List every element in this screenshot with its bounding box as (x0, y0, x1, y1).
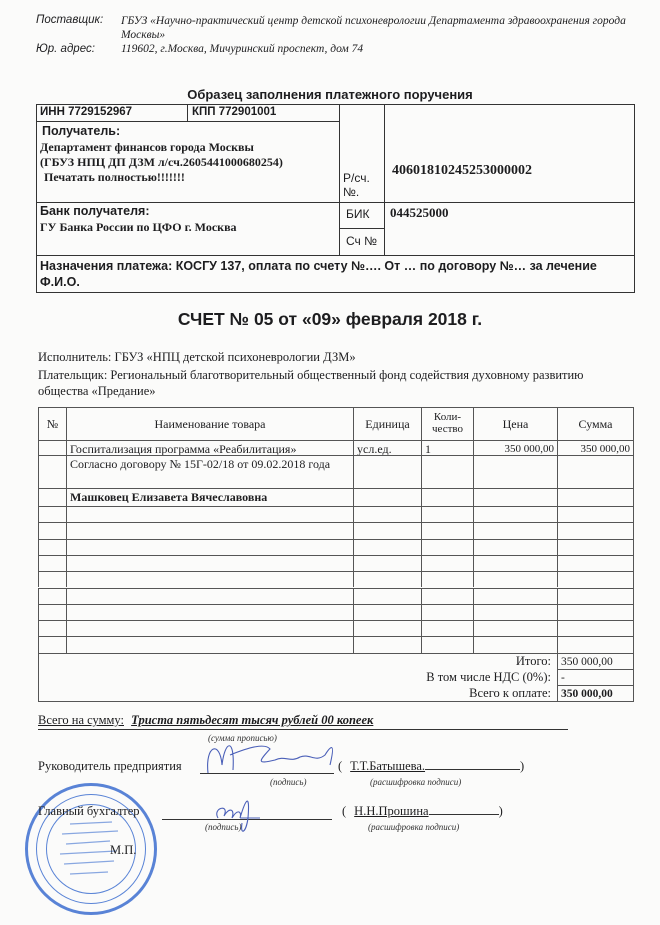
director-decode-hint: (расшифровка подписи) (370, 777, 462, 787)
recipient-line1: Департамент финансов города Москвы (40, 140, 254, 154)
empty-table-cell (38, 620, 66, 636)
recipient-line2: (ГБУЗ НПЦ ДП ДЗМ л/сч.2605441000680254) (40, 155, 283, 169)
payer: Плательщик: Региональный благотворительный общественный фонд содействия духовному развитию общества «Предание» (38, 368, 584, 398)
sum-hint: (сумма прописью) (208, 733, 277, 743)
table-cell-name: Машковец Елизавета Вячеславовна (66, 488, 353, 506)
empty-table-cell (66, 620, 353, 636)
supplier-value: ГБУЗ «Научно-практический центр детской психоневрологии Департамента здравоохранения города Москвы» (121, 15, 626, 41)
table-cell-price: 350 000,00 (473, 440, 557, 455)
corr-account-label: Сч № (346, 234, 377, 248)
table-cell-unit (353, 488, 421, 506)
empty-table-cell (421, 604, 473, 620)
empty-table-cell (557, 555, 633, 571)
empty-table-cell (38, 588, 66, 604)
table-cell-sum (557, 455, 633, 488)
accountant-sign-hint: (подпись) (205, 822, 242, 832)
empty-table-cell (38, 539, 66, 555)
recipient-label: Получатель: (42, 124, 121, 138)
bik-value: 044525000 (390, 205, 449, 220)
table-cell-price (473, 455, 557, 488)
empty-table-cell (557, 604, 633, 620)
empty-table-cell (473, 620, 557, 636)
invoice-title: СЧЕТ № 05 от «09» февраля 2018 г. (177, 309, 483, 329)
items-table (38, 407, 634, 702)
header-price: Цена (473, 407, 557, 440)
total-label: Всего к оплате: (469, 686, 551, 700)
address-label: Юр. адрес: (36, 43, 95, 55)
empty-table-cell (66, 636, 353, 652)
empty-table-cell (421, 636, 473, 652)
sum-label: Всего на сумму: (38, 713, 124, 727)
empty-table-cell (557, 522, 633, 538)
total-value: - (557, 669, 633, 685)
empty-table-cell (38, 506, 66, 522)
bank-label: Банк получателя: (40, 204, 150, 218)
empty-table-cell (421, 506, 473, 522)
empty-table-cell (421, 522, 473, 538)
bank-name: ГУ Банка России по ЦФО г. Москва (40, 220, 237, 234)
empty-table-cell (473, 571, 557, 587)
bik-label: БИК (346, 207, 370, 221)
empty-table-cell (353, 539, 421, 555)
stamp-place-label: М.П. (110, 843, 137, 857)
director-label: Руководитель предприятия (38, 759, 182, 773)
table-cell-sum (557, 488, 633, 506)
empty-table-cell (66, 522, 353, 538)
table-cell-name: Согласно договору № 15Г-02/18 от 09.02.2018 года (66, 455, 353, 488)
empty-table-cell (353, 506, 421, 522)
empty-table-cell (473, 539, 557, 555)
header-unit: Единица (353, 407, 421, 440)
empty-table-cell (353, 522, 421, 538)
empty-table-cell (38, 604, 66, 620)
inn: ИНН 7729152967 (40, 106, 133, 118)
recipient-line3: Печатать полностью!!!!!!! (44, 170, 185, 184)
empty-table-cell (66, 604, 353, 620)
empty-table-cell (421, 539, 473, 555)
empty-table-cell (66, 555, 353, 571)
empty-table-cell (353, 620, 421, 636)
empty-table-cell (38, 636, 66, 652)
empty-table-cell (473, 588, 557, 604)
total-label: В том числе НДС (0%): (426, 670, 551, 684)
empty-table-cell (557, 571, 633, 587)
header-number: № (38, 407, 66, 440)
table-cell-sum: 350 000,00 (557, 440, 633, 455)
account-number: 40601810245253000002 (392, 163, 532, 178)
payment-purpose: Назначения платежа: КОСГУ 137, оплата по счету №…. От … по договору №… за лечение Ф.И.О. (40, 259, 597, 289)
payment-sample-title: Образец заполнения платежного поручения (187, 87, 473, 102)
table-cell-number (38, 455, 66, 488)
sum-line (38, 713, 568, 730)
empty-table-cell (66, 588, 353, 604)
director-name-field: ( Т.Т.Батышева. ) (338, 759, 525, 773)
empty-table-cell (473, 506, 557, 522)
empty-table-cell (353, 588, 421, 604)
empty-table-cell (557, 506, 633, 522)
kpp: КПП 772901001 (192, 106, 277, 118)
supplier-label: Поставщик: (36, 14, 104, 26)
table-cell-unit (353, 455, 421, 488)
empty-table-cell (353, 604, 421, 620)
accountant-label: Главный бухгалтер (38, 804, 140, 818)
table-cell-unit: усл.ед. (353, 440, 421, 455)
empty-table-cell (473, 636, 557, 652)
total-label: Итого: (515, 654, 551, 668)
empty-table-cell (557, 539, 633, 555)
empty-table-cell (557, 636, 633, 652)
empty-table-cell (353, 555, 421, 571)
header-sum: Сумма (557, 407, 633, 440)
empty-table-cell (473, 555, 557, 571)
empty-table-cell (421, 555, 473, 571)
address-value: 119602, г.Москва, Мичуринский проспект, дом 74 (121, 43, 364, 55)
total-value: 350 000,00 (557, 653, 633, 669)
empty-table-cell (421, 571, 473, 587)
accountant-decode-hint: (расшифровка подписи) (368, 822, 460, 832)
sum-in-words: Триста пятьдесят тысяч рублей 00 копеек (131, 713, 374, 727)
header-quantity: Коли-чество (421, 407, 473, 440)
header-name: Наименование товара (66, 407, 353, 440)
table-cell-quantity (421, 455, 473, 488)
empty-table-cell (353, 571, 421, 587)
table-cell-quantity: 1 (421, 440, 473, 455)
empty-table-cell (38, 522, 66, 538)
table-cell-name: Госпитализация программа «Реабилитация» (66, 440, 353, 455)
director-sign-hint: (подпись) (270, 777, 307, 787)
table-cell-number (38, 440, 66, 455)
empty-table-cell (66, 571, 353, 587)
accountant-name: Н.Н.Прошина (354, 804, 429, 818)
account-label: Р/сч. №. (343, 171, 370, 199)
empty-table-cell (473, 604, 557, 620)
empty-table-cell (38, 555, 66, 571)
empty-table-cell (421, 620, 473, 636)
empty-table-cell (353, 636, 421, 652)
executor: Исполнитель: ГБУЗ «НПЦ детской психоневрологии ДЗМ» (38, 350, 356, 364)
organization-stamp (25, 783, 157, 915)
empty-table-cell (38, 571, 66, 587)
director-name: Т.Т.Батышева. (350, 759, 426, 773)
empty-table-cell (473, 522, 557, 538)
empty-table-cell (421, 588, 473, 604)
empty-table-cell (66, 506, 353, 522)
table-cell-quantity (421, 488, 473, 506)
director-signature (200, 735, 340, 780)
empty-table-cell (557, 620, 633, 636)
total-value: 350 000,00 (557, 685, 633, 701)
table-cell-number (38, 488, 66, 506)
empty-table-cell (557, 588, 633, 604)
accountant-name-field: ( Н.Н.Прошина ) (342, 804, 503, 818)
table-cell-price (473, 488, 557, 506)
empty-table-cell (66, 539, 353, 555)
